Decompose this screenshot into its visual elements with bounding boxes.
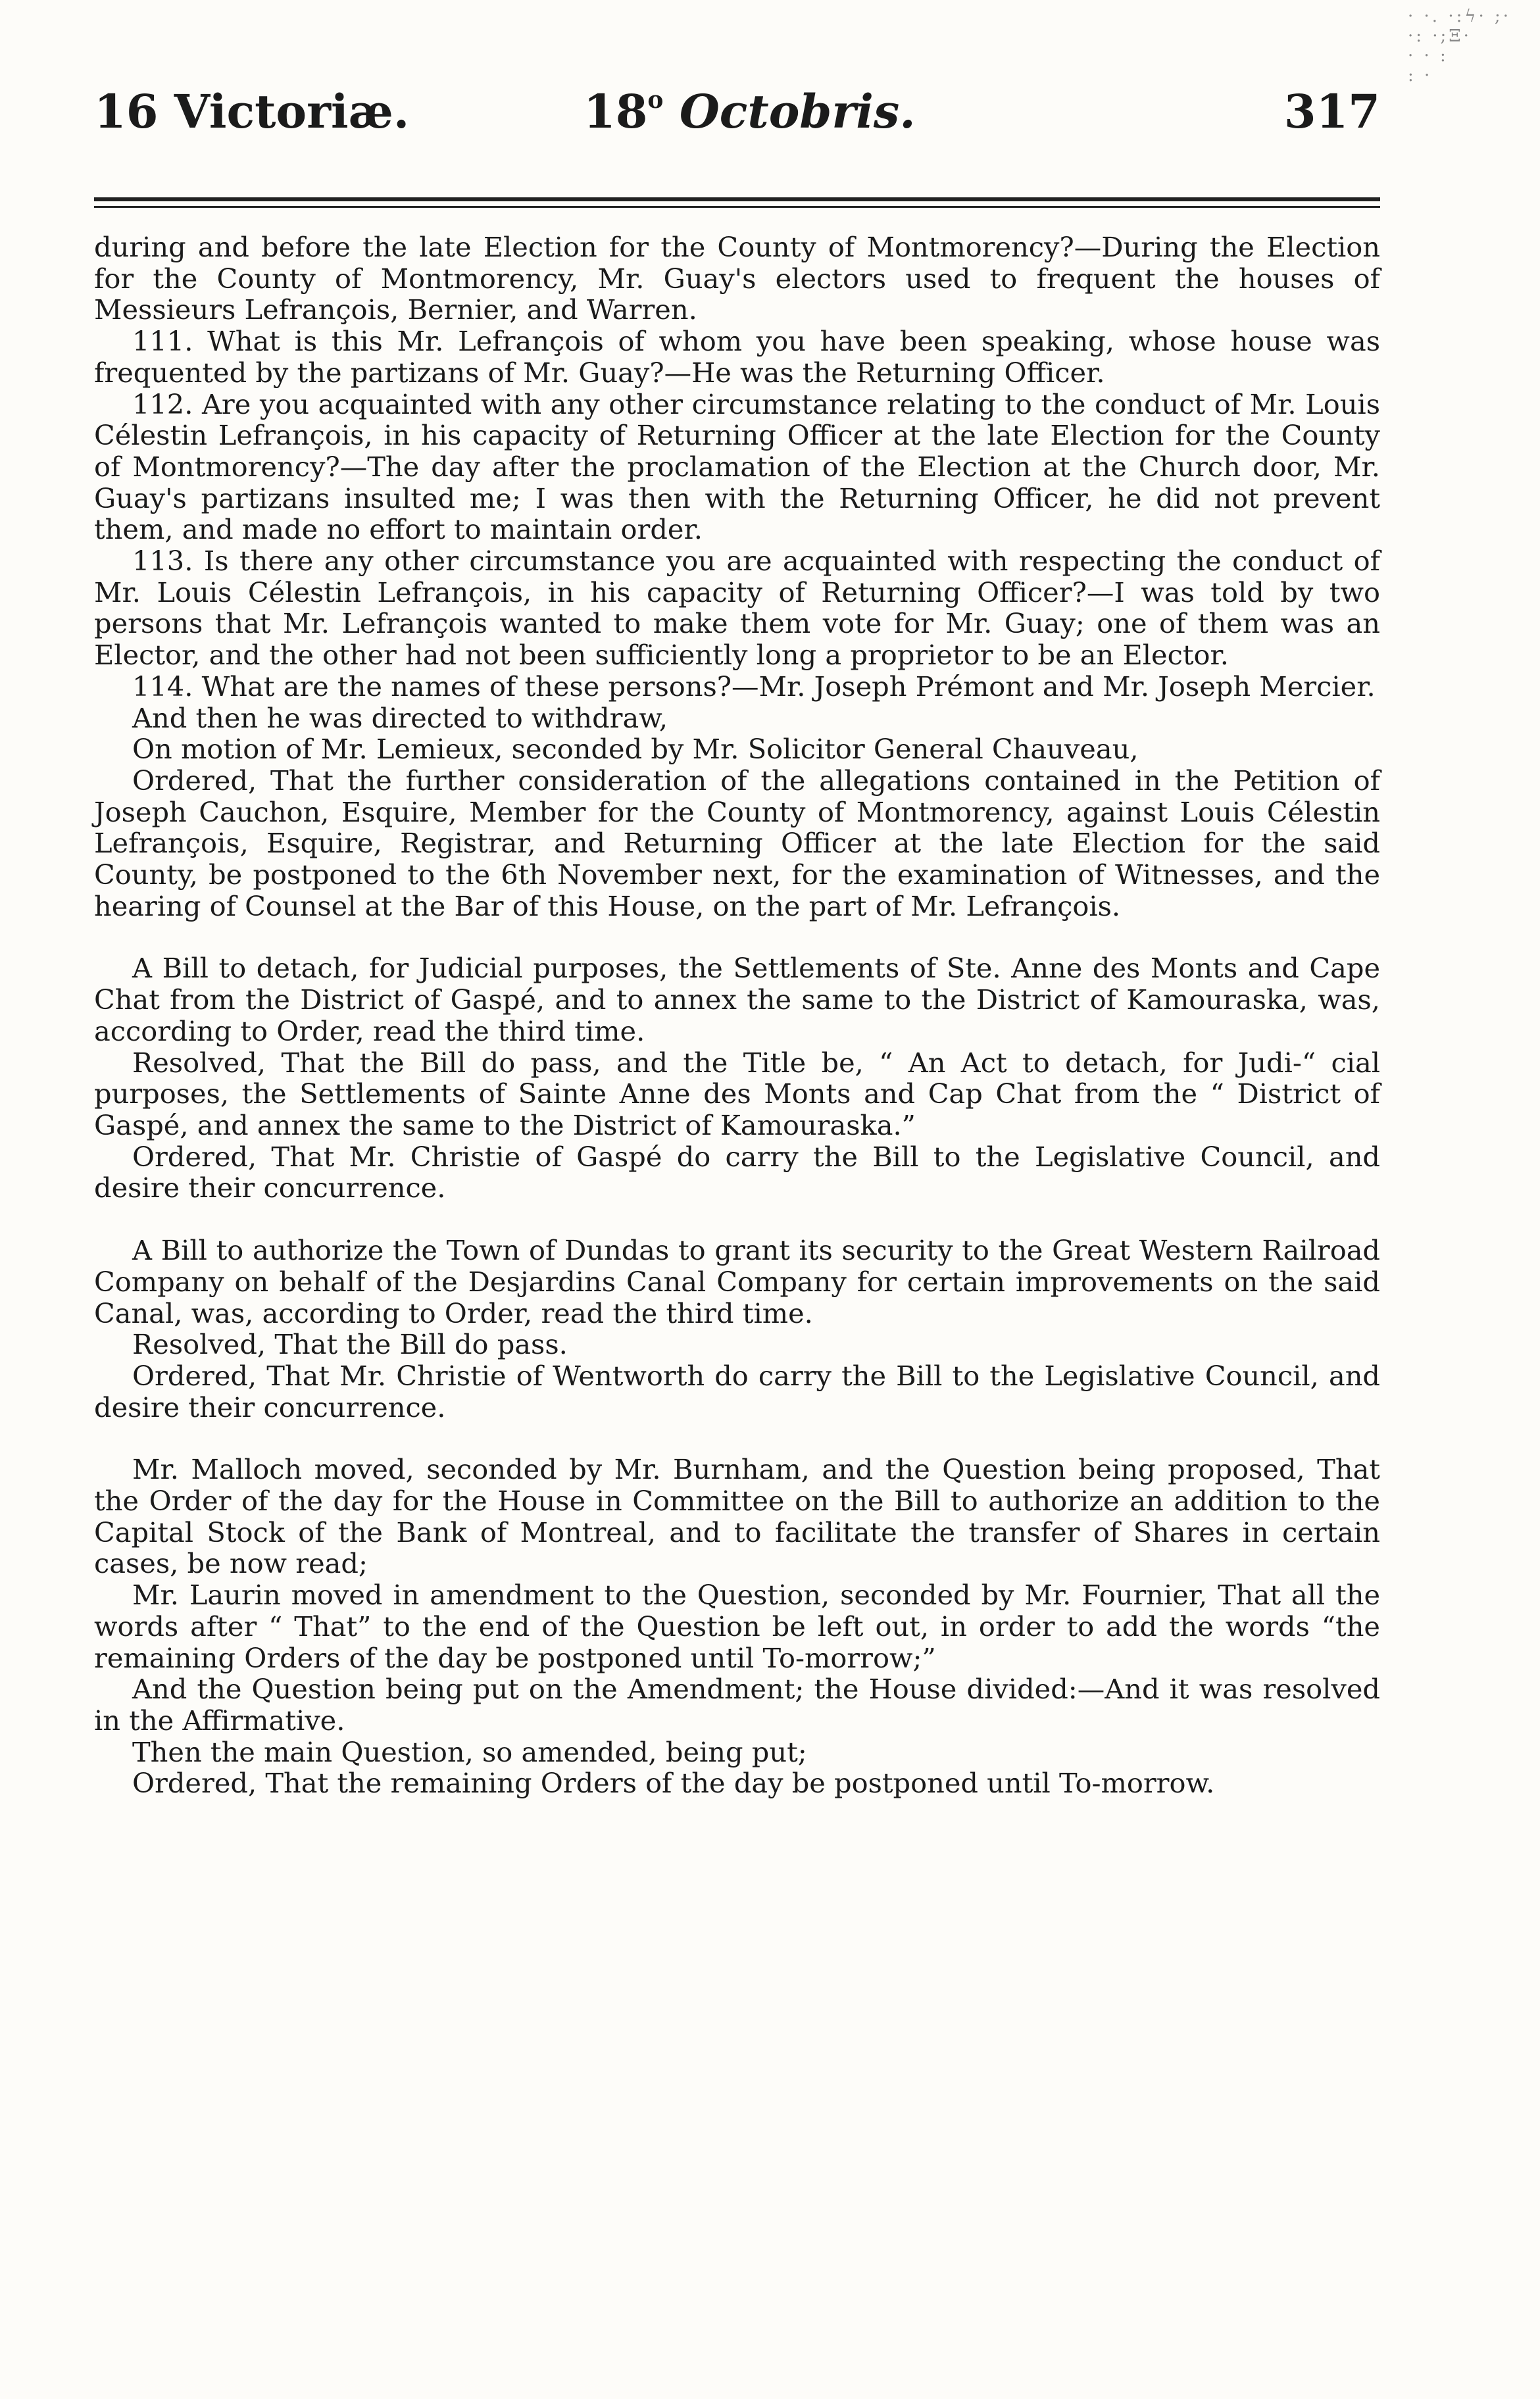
- question-113: 113. Is there any other circumstance you are acquainted with respecting the conduct of Mr. Louis Célestin Lefrançois, in his capacity of Returning Officer?—I was told by two persons that Mr. Lefrançois wanted to make them vote for Mr. Guay; one of them was an Elector, and the other had not been sufficiently long a proprietor to be an Elector.: [94, 545, 1380, 672]
- header-rule-thin: [94, 206, 1380, 208]
- bill-paragraph: A Bill to detach, for Judicial purposes, the Settlements of Ste. Anne des Monts and Cape Chat from the District of Gaspé, and to annex the same to the District of Kamouraska, was, according to Order, read the third time.: [94, 952, 1380, 1047]
- question-114: 114. What are the names of these persons?—Mr. Joseph Prémont and Mr. Joseph Mercier.: [132, 670, 1376, 703]
- resolved-paragraph: Resolved, That the Bill do pass.: [132, 1328, 568, 1361]
- paragraph: during and before the late Election for the County of Montmorency?—During the Election for the County of Montmorency, Mr. Guay's electors used to frequent the houses of Messieurs Lefrançois, Bernier, and Warren.: [94, 231, 1380, 326]
- division-paragraph: And the Question being put on the Amendment; the House divided:—And it was resolved in the Affirmative.: [94, 1673, 1380, 1737]
- journal-text: [94, 232, 1380, 1799]
- question-112: 112. Are you acquainted with any other circumstance relating to the conduct of Mr. Louis Célestin Lefrançois, in his capacity of Returning Officer at the late Election for the County of Montmorency?—The day after the proclamation of the Election at the Church door, Mr. Guay's partizans insulted me; I was then with the Returning Officer, he did not prevent them, and made no effort to maintain order.: [94, 387, 1380, 546]
- header-rule-thick: [94, 197, 1380, 201]
- order-paragraph: Ordered, That the further consideration of the allegations contained in the Petition of Joseph Cauchon, Esquire, Member for the County of Montmorency, against Louis Célestin Lefrançois, Esquire, Registrar, and Returning Officer at the late Election for the said County, be postponed to the 6th November next, for the examination of Witnesses, and the hearing of Counsel at the Bar of this House, on the part of Mr. Lefrançois.: [94, 764, 1380, 922]
- bill-paragraph: A Bill to authorize the Town of Dundas to grant its security to the Great Western Railroad Company on behalf of the Desjardins Canal Company for certain improvements on the said Canal, was, according to Order, read the third time.: [94, 1234, 1380, 1329]
- page-number: 317: [1283, 84, 1380, 139]
- session-label: 16 Victoriæ.: [94, 84, 410, 139]
- date-label: [584, 84, 916, 139]
- paragraph: On motion of Mr. Lemieux, seconded by Mr. Solicitor General Chauveau,: [132, 733, 1139, 766]
- date-ordinal: o: [647, 86, 664, 114]
- scan-artifact: · ·. ·:ϟ· ;· ·: ·;Ξ· · · : : ·: [1408, 7, 1512, 86]
- order-paragraph: Ordered, That Mr. Christie of Gaspé do carry the Bill to the Legislative Council, and desire their concurrence.: [94, 1140, 1380, 1204]
- resolved-paragraph: Resolved, That the Bill do pass, and the Title be, “ An Act to detach, for Judi-“ cial purposes, the Settlements of Sainte Anne des Monts and Cap Chat from the “ District of Gaspé, and annex the same to the District of Kamouraska.”: [94, 1046, 1380, 1141]
- paragraph: And then he was directed to withdraw,: [132, 701, 668, 734]
- date-day: 18: [584, 84, 648, 139]
- running-header: [94, 84, 1380, 157]
- order-paragraph: Ordered, That the remaining Orders of the day be postponed until To-morrow.: [132, 1767, 1215, 1800]
- amendment-paragraph: Mr. Laurin moved in amendment to the Question, seconded by Mr. Fournier, That all the words after “ That” to the end of the Question be left out, in order to add the words “the remaining Orders of the day be postponed until To-morrow;”: [94, 1579, 1380, 1674]
- paragraph: Then the main Question, so amended, being put;: [132, 1735, 807, 1768]
- motion-paragraph: Mr. Malloch moved, seconded by Mr. Burnham, and the Question being proposed, That the Order of the day for the House in Committee on the Bill to authorize an addition to the Capital Stock of the Bank of Montreal, and to facilitate the transfer of Shares in certain cases, be now read;: [94, 1453, 1380, 1580]
- question-111: 111. What is this Mr. Lefrançois of whom you have been speaking, whose house was frequented by the partizans of Mr. Guay?—He was the Returning Officer.: [94, 325, 1380, 389]
- date-month: Octobris.: [679, 84, 916, 139]
- order-paragraph: Ordered, That Mr. Christie of Wentworth do carry the Bill to the Legislative Council, and desire their concurrence.: [94, 1359, 1380, 1423]
